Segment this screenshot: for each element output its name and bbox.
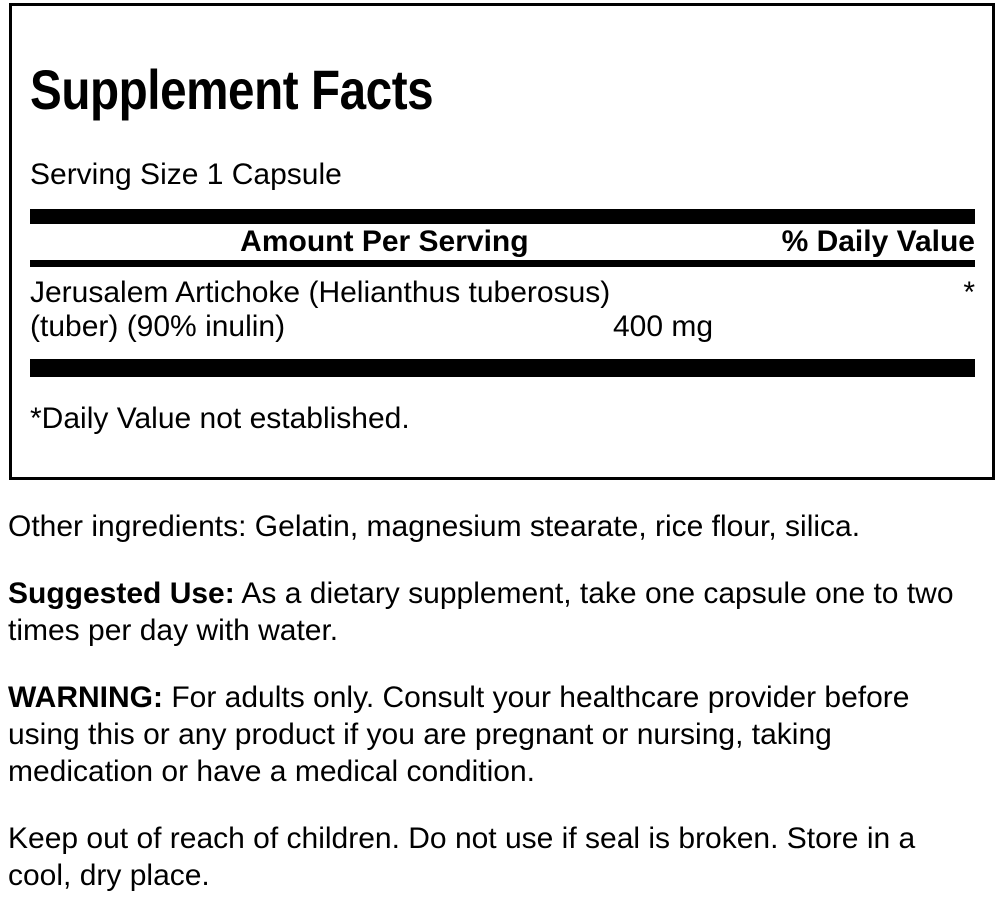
divider-thick-top — [30, 209, 975, 224]
warning-text: For adults only. Consult your healthcare provider before using this or any product if you are pregnant or nursing, taking medication or have a medical condition. — [8, 681, 910, 788]
ingredient-name-line1-row — [30, 276, 975, 310]
daily-value-footnote: *Daily Value not established. — [30, 402, 410, 435]
ingredient-name-line2-row — [30, 310, 975, 344]
serving-size-text: Serving Size 1 Capsule — [30, 158, 342, 191]
warning-lead: WARNING: — [8, 681, 163, 714]
suggested-use-paragraph — [8, 575, 985, 649]
other-ingredients-text: Other ingredients: Gelatin, magnesium stearate, rice flour, silica. — [8, 510, 861, 543]
amount-per-serving-header: Amount Per Serving — [240, 225, 529, 258]
column-header-row — [30, 224, 975, 260]
storage-text: Keep out of reach of children. Do not use if seal is broken. Store in a cool, dry place. — [8, 822, 916, 892]
storage-paragraph — [8, 820, 985, 894]
suggested-use-lead: Suggested Use: — [8, 577, 235, 610]
panel-title: Supplement Facts — [30, 58, 434, 121]
label-info-section — [8, 508, 985, 894]
percent-daily-value-header: % Daily Value — [781, 225, 975, 258]
ingredient-name-continued: (tuber) (90% inulin) — [30, 310, 286, 343]
ingredient-row — [30, 267, 975, 344]
suggested-use-text: As a dietary supplement, take one capsule one to two times per day with water. — [8, 577, 954, 647]
ingredient-name: Jerusalem Artichoke (Helianthus tuberosus) — [30, 276, 611, 309]
daily-value-asterisk: * — [963, 276, 975, 309]
warning-paragraph — [8, 679, 985, 790]
other-ingredients-paragraph — [8, 508, 985, 545]
supplement-facts-panel — [9, 3, 995, 480]
divider-thick-bottom — [30, 359, 975, 377]
divider-medium — [30, 260, 975, 267]
ingredient-amount: 400 mg — [613, 310, 714, 343]
